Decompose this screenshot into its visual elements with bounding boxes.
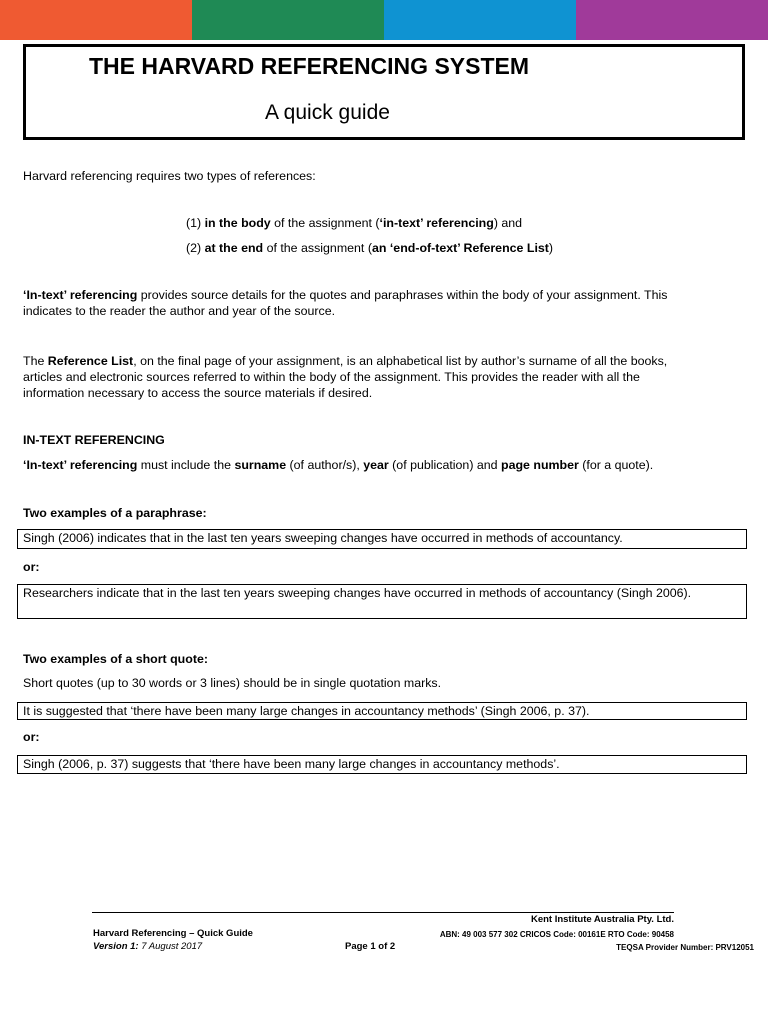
type1-prefix: (1)	[186, 216, 205, 230]
type2-mid: of the assignment (	[263, 241, 372, 255]
rule-b3: year	[363, 458, 389, 472]
paraphrase-heading: Two examples of a paraphrase:	[23, 506, 207, 520]
quote-heading: Two examples of a short quote:	[23, 652, 208, 666]
rule-t3: (of publication) and	[388, 458, 502, 472]
footer-page-number: Page 1 of 2	[345, 941, 396, 952]
reference-type-2	[186, 240, 553, 256]
quote-note: Short quotes (up to 30 words or 3 lines) should be in single quotation marks.	[23, 676, 442, 690]
paraphrase-or: or:	[23, 560, 40, 574]
footer-abn: ABN: 49 003 577 302 CRICOS Code: 00161E RTO Code: 90458	[439, 930, 674, 939]
intro-text: Harvard referencing requires two types of references:	[23, 169, 316, 183]
title-box	[23, 44, 745, 140]
reflist-paragraph-line2: articles and electronic sources referred to within the body of the assignment. This provides the reader with all the	[23, 370, 640, 384]
quote-example-1: It is suggested that ‘there have been many large changes in accountancy methods’ (Singh 2006, p. 37).	[17, 702, 747, 720]
rule-b1: ‘In-text’ referencing	[23, 458, 138, 472]
type2-prefix: (2)	[186, 241, 205, 255]
reference-type-1	[186, 215, 522, 231]
type2-end: )	[548, 241, 554, 255]
footer-doc-title: Harvard Referencing – Quick Guide	[93, 928, 253, 939]
banner-purple	[576, 0, 768, 40]
intext-rule	[23, 457, 653, 473]
banner-blue	[384, 0, 576, 40]
rule-t2: (of author/s),	[286, 458, 364, 472]
reflist-line1: , on the final page of your assignment, is an alphabetical list by author’s surname of all the books,	[133, 354, 668, 368]
page-title: THE HARVARD REFERENCING SYSTEM	[89, 53, 530, 79]
reflist-paragraph-line3: information necessary to access the source materials if desired.	[23, 386, 373, 400]
footer-version	[93, 941, 202, 952]
footer-divider	[92, 912, 674, 913]
type1-end: ) and	[493, 216, 523, 230]
page-subtitle: A quick guide	[265, 101, 390, 124]
type1-mid: of the assignment (	[270, 216, 380, 230]
banner-orange	[0, 0, 192, 40]
color-banner	[0, 0, 768, 40]
quote-example-2: Singh (2006, p. 37) suggests that ‘there have been many large changes in accountancy methods’.	[17, 755, 747, 774]
type2-bold: at the end	[204, 241, 264, 255]
reflist-pre: The	[23, 354, 48, 368]
reflist-bold: Reference List	[47, 354, 134, 368]
footer-version-date: 7 August 2017	[138, 941, 203, 952]
intext-paragraph-line2: indicates to the reader the author and year of the source.	[23, 304, 336, 318]
intext-line1: provides source details for the quotes and paraphrases within the body of your assignment. This	[137, 288, 668, 302]
rule-t4: (for a quote).	[578, 458, 654, 472]
rule-b4: page number	[501, 458, 579, 472]
rule-t1: must include the	[137, 458, 235, 472]
footer-teqsa: TEQSA Provider Number: PRV12051	[616, 943, 754, 952]
rule-b2: surname	[234, 458, 287, 472]
banner-green	[192, 0, 384, 40]
type1-bold2: ‘in-text’ referencing	[379, 216, 494, 230]
footer-version-label: Version 1:	[93, 941, 139, 952]
paraphrase-example-1: Singh (2006) indicates that in the last ten years sweeping changes have occurred in methods of accountancy.	[17, 529, 747, 549]
type2-bold2: an ‘end-of-text’ Reference List	[371, 241, 549, 255]
intext-bold: ‘In-text’ referencing	[23, 288, 138, 302]
intext-paragraph-line1	[23, 287, 667, 303]
section-heading: IN-TEXT REFERENCING	[23, 433, 165, 447]
quote-or: or:	[23, 730, 40, 744]
reflist-paragraph-line1	[23, 353, 667, 369]
paraphrase-example-2: Researchers indicate that in the last ten years sweeping changes have occurred in methods of accountancy (Singh 2006).	[17, 584, 747, 619]
footer-org: Kent Institute Australia Pty. Ltd.	[530, 914, 674, 925]
type1-bold: in the body	[204, 216, 271, 230]
